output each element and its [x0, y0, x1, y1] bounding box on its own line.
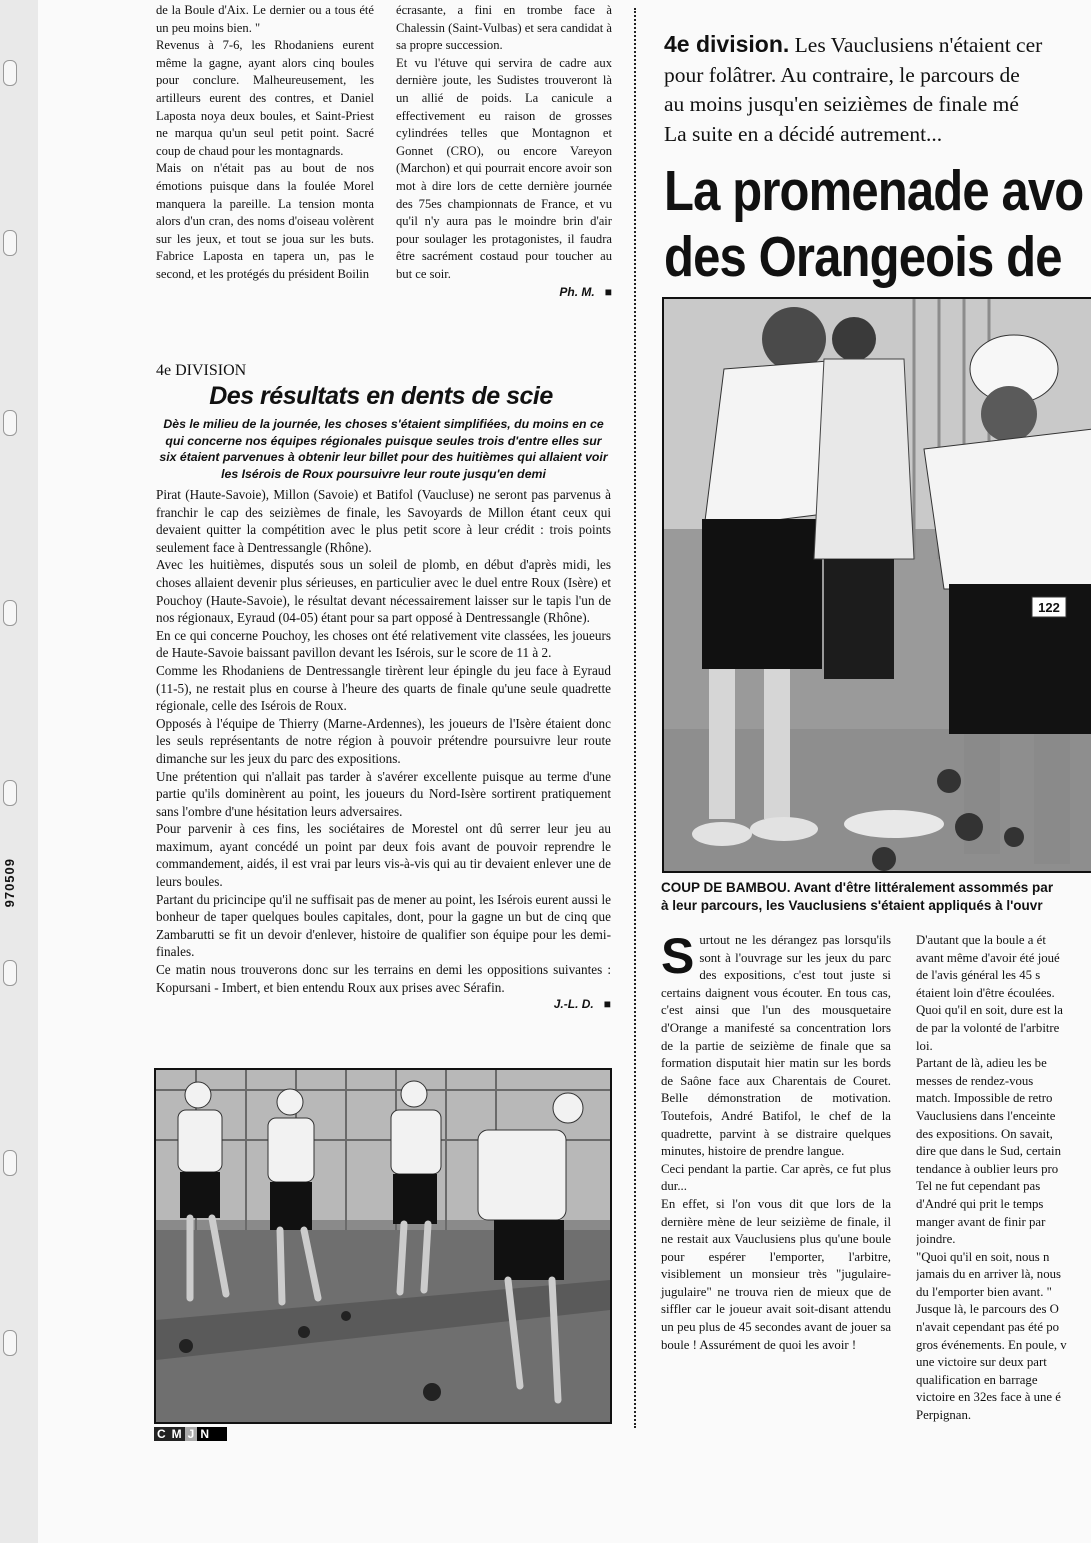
binder-hole — [3, 780, 17, 806]
binder-hole — [3, 600, 17, 626]
text-line: joindre. — [916, 1232, 956, 1247]
text-line: manger avant de finir par — [916, 1214, 1046, 1229]
paragraph: Avec les huitièmes, disputés sous un soleil de plomb, en début d'après midi, les choses allaient devenir plus sérieuses, en particulier avec le duel entre Roux (Isère) et Pouchoy (Haute-Savoie), le résultat devant nécessairement laisser sur le tapis l'un de nos régionaux, Eyraud (04-05) étant pour sa part opposé à Dentressangle (Rhône). — [156, 557, 611, 626]
print-mark-j: J — [185, 1427, 198, 1441]
text-line: Vauclusiens dans l'enceinte — [916, 1108, 1056, 1123]
print-mark-c: C — [154, 1427, 169, 1441]
text-line: match. Impossible de retro — [916, 1091, 1053, 1106]
text-line: messes de rendez-vous — [916, 1073, 1034, 1088]
text-line: d'André qui prit le temps — [916, 1196, 1044, 1211]
binder-hole — [3, 960, 17, 986]
article-body — [156, 486, 611, 1014]
paragraph: Mais on n'était pas au bout de nos émotions puisque dans la foulée Morel manquera la pareille. La tension monta alors d'un cran, des noms d'oiseau volèrent sur les jeux, et tout se joua sur les buts. Fabrice Laposta en tapera un, pas le second, et les protégés du président Boilin — [156, 161, 374, 281]
article-headline: Des résultats en dents de scie — [209, 382, 553, 410]
text-line: qualification en barrage — [916, 1372, 1038, 1387]
binder-hole — [3, 1150, 17, 1176]
binder-hole — [3, 1330, 17, 1356]
text-line: de par la volonté de l'arbitre — [916, 1020, 1060, 1035]
headline-line: des Orangeois de — [664, 225, 1062, 289]
newspaper-page — [38, 0, 1091, 1543]
paragraph: de la Boule d'Aix. Le dernier ou a tous été un peu moins bien. " — [156, 3, 374, 35]
margin-code: 970509 — [2, 858, 17, 908]
paragraph: Comme les Rhodaniens de Dentressangle tirèrent leur épingle du jeu face à Eyraud (11-5), ne restait plus en course à l'heure des quarts de finale qu'une seule quadrette régionale, celle des Isérois de Roux. — [156, 662, 611, 714]
headline-line: La promenade avo — [664, 159, 1084, 223]
paragraph: Revenus à 7-6, les Rhodaniens eurent même la gagne, ayant alors cinq boules pour conclure. Malheureusement, les artilleurs eurent des contres, et Daniel Laposta noya deux boules, et Saint-Priest ne marqua qu'un seul petit point. Sacré coup de chaud pour les montagnards. — [156, 38, 374, 158]
paragraph: Partant du pricincipe qu'il ne suffisait pas de mener au point, les Isérois eurent aussi le bonheur de taper quelques boules capitales, dont, pour la gagne un but de cinq que Zambarutti se fit un devoir d'enlever, histoire de qualifier son équipe pour les demi-finales. — [156, 891, 611, 960]
print-mark-n: N — [197, 1427, 227, 1441]
text-line: gros événements. En poule, v — [916, 1337, 1067, 1352]
binder-hole — [3, 60, 17, 86]
text-line: des expositions. On savait, — [916, 1126, 1053, 1141]
binder-hole — [3, 230, 17, 256]
text-line: Tel ne fut cependant pas — [916, 1179, 1041, 1194]
print-mark-m: M — [169, 1427, 185, 1441]
main-headline-text — [664, 158, 1091, 290]
text-line: n'avait cependant pas été po — [916, 1320, 1060, 1335]
paragraph: En ce qui concerne Pouchoy, les choses ont été relativement vite classées, les joueurs de Haute-Savoie baissant pavillon devant les Isérois, sur le score de 11 à 2. — [156, 627, 611, 661]
bambou-player-photo — [662, 297, 1091, 873]
signature-text: J.-L. D. — [553, 997, 594, 1012]
text-line: Quoi qu'il en soit, dure est la — [916, 1003, 1063, 1018]
petanque-players-photo — [154, 1068, 612, 1424]
paragraph: Pirat (Haute-Savoie), Millon (Savoie) et Batifol (Vaucluse) ne seront pas parvenus à franchir le cap des seizièmes de finale, les Savoyards de Millon étant ceux qui devaient quitter la compétition avec le plus petit score à leur crédit : trois points seulement face à Dentressangle (Rhône). — [156, 487, 611, 555]
bib-number: 122 — [1038, 600, 1060, 615]
end-square-icon: ■ — [603, 997, 611, 1012]
text-line: D'autant que la boule a ét — [916, 933, 1046, 947]
binder-hole — [3, 410, 17, 436]
paragraph: Ce matin nous trouverons donc sur les terrains en demi les oppositions suivantes : Kopursani - Imbert, et bien entendu Roux aux prises avec Sérafin. — [156, 962, 611, 995]
paragraph: urtout ne les dérangez pas lorsqu'ils sont à l'ouvrage sur les jeux du parc des expositions, c'est tout juste si certains daignent vous écouter. En tous cas, c'est ainsi que l'un des mousquetaire d'Orange a manifesté sa concentration lors de la partie de seizième de finale que sa formation disputait hier matin sur les bords de Saône face aux Charentais de Couret. Belle démonstration de motivation. Toutefois, André Batifol, le chef de la quadrette, parvint à se distraire quelques minutes, histoire de prendre langue. — [661, 933, 891, 1159]
intro-line: Les Vauclusiens n'étaient cer — [794, 33, 1043, 57]
signature — [396, 284, 612, 302]
text-line: loi. — [916, 1038, 933, 1053]
photo-caption — [661, 879, 1091, 915]
print-registration-marks — [154, 1427, 227, 1441]
paragraph: Ceci pendant la partie. Car après, ce fut plus dur... — [661, 1161, 891, 1194]
signature-text: Ph. M. — [559, 284, 595, 299]
continued-column-2 — [396, 2, 612, 301]
text-line: dire que dans le Sud, certain — [916, 1144, 1061, 1159]
intro-line: pour folâtrer. Au contraire, le parcours de — [664, 62, 1020, 87]
right-column-b — [916, 932, 1091, 1425]
intro-lead: 4e division. — [664, 31, 790, 57]
text-line: Perpignan. — [916, 1408, 972, 1423]
signature — [156, 996, 611, 1014]
intro-line: La suite en a décidé autrement... — [664, 121, 943, 146]
text-line: de l'avis général les 45 s — [916, 968, 1041, 983]
right-column-a — [661, 928, 891, 1354]
paragraph: Opposés à l'équipe de Thierry (Marne-Ardennes), les joueurs de l'Isère étaient donc les seuls représentants de notre région à pouvoir prétendre poursuivre leur route dimanche sur les jeux du parc des expositions. — [156, 715, 611, 766]
text-line: avant même d'avoir été joué — [916, 950, 1060, 965]
paragraph: écrasante, a fini en trombe face à Chalessin (Saint-Vulbas) et sera candidat à sa propre succession. — [396, 3, 612, 53]
paragraph: Pour parvenir à ces fins, les sociétaires de Morestel ont dû serrer leur jeu au maximum, ayant concédé un point par deux fois avant de pouvoir reprendre le commandement, aidés, il est vrai par leurs vis-à-vis qui au tir devaient enlever une de leurs boules. — [156, 821, 611, 890]
paragraph: En effet, si l'on vous dit que lors de la dernière mène de leur seizième de finale, il ne restait aux Vauclusiens plus qu'une boule pour espérer l'emporter, l'arbitre, visiblement un monsieur très "jugulaire-jugulaire" ne trouva rien de mieux que de siffler car le joueur avait soit-disant attendu un peu plus de 45 secondes avant de jouer sa boule ! Assurément de quoi les avoir ! — [661, 1196, 891, 1352]
binder-margin — [0, 0, 39, 1543]
text-line: Partant de là, adieu les be — [916, 1056, 1047, 1071]
text-line: du l'emporter bien avant. " — [916, 1284, 1052, 1299]
text-line: étaient loin d'être écoulées. — [916, 985, 1055, 1000]
text-line: tendance à oublier leurs pro — [916, 1161, 1059, 1176]
text-line: victoire en 32es face à une é — [916, 1390, 1061, 1405]
end-square-icon: ■ — [604, 284, 612, 299]
text-line: "Quoi qu'il en soit, nous n — [916, 1249, 1050, 1264]
text-line: une victoire sur deux part — [916, 1355, 1047, 1370]
article-lead: Dès le milieu de la journée, les choses s'étaient simplifiées, du moins en ce qui concerne nos équipes régionales puisque seules trois d'entre elles sur six étaient parvenues à obtenir leur billet pour des huitièmes qui allaient voir les Isérois de Roux poursuivre leur route jusqu'en demi — [159, 417, 608, 481]
column-divider — [634, 8, 636, 1428]
drop-cap: S — [661, 928, 695, 984]
caption-line: COUP DE BAMBOU. Avant d'être littéralement assommés par — [661, 880, 1054, 895]
main-headline — [664, 158, 1091, 298]
continued-column-1 — [156, 2, 374, 284]
section-kicker: 4e DIVISION — [156, 362, 247, 379]
paragraph: Et vu l'étuve qui servira de cadre aux dernière joute, les Sudistes trouveront là un allié de poids. La canicule a effectivement eu raison de grosses cylindrées telles que Montagnon et Gonnet (CRO), ou encore Vareyon (Marchon) et qui pourrait encore avoir son mot à dire lors de cette dernière journée des 75es championnats de France, et vu qu'il n'y aura pas le moindre brin d'air pour soulager les protagonistes, il faudra être sacrément costaud pour toucher au but ce soir. — [396, 55, 612, 281]
text-line: Jusque là, le parcours des O — [916, 1302, 1059, 1317]
intro-line: au moins jusqu'en seizièmes de finale mé — [664, 92, 1019, 116]
article-intro — [664, 30, 1091, 149]
caption-line: à leur parcours, les Vauclusiens s'étaient appliqués à l'ouvr — [661, 898, 1043, 913]
paragraph: Une prétention qui n'allait pas tarder à s'avérer excellente puisque au terme d'une partie qu'ils dominèrent au point, les joueurs du Nord-Isère sortirent pratiquement sans l'ombre d'une hésitation leurs adversaires. — [156, 768, 611, 819]
text-line: jamais du en arriver là, nous — [916, 1267, 1061, 1282]
